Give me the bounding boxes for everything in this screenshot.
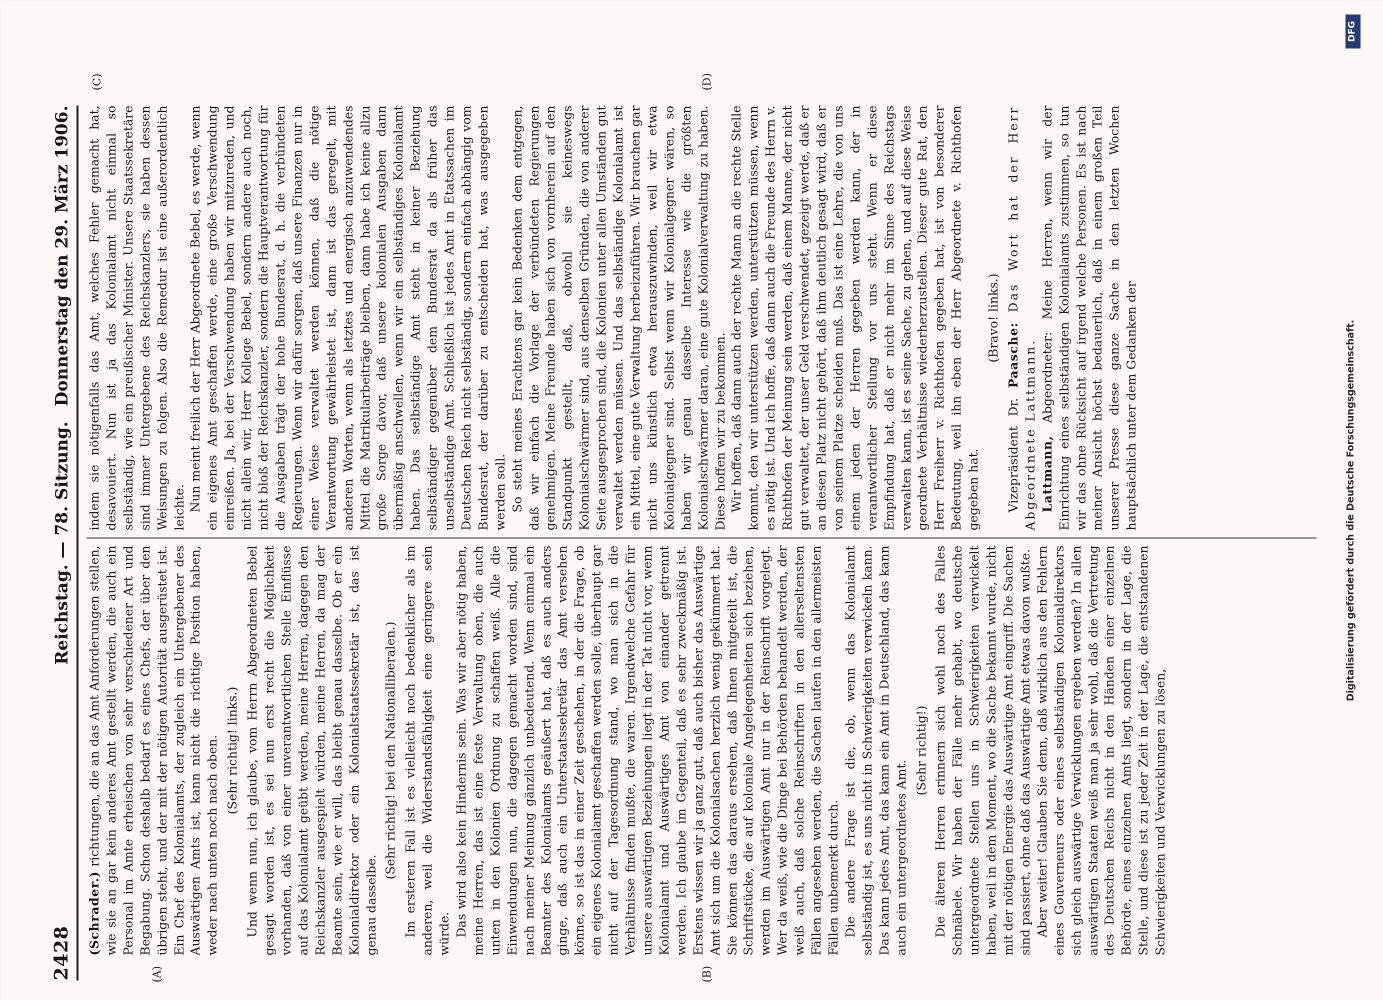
margin-marker-d: (D) [700, 72, 713, 90]
speech-text: Abgeordneter: Meine Herren, wenn wir der Einrichtung eines selbständigen Kolonialamts zustimmen, so tun wir das ohne Rücksicht auf irgend welche Personen. Es ist nach meiner Ansicht höchst bedauerlich, daß in einem großen Teil unserer Presse diese ganze Sache in den letzten Wochen hauptsächlich unter dem Gedanken der [1038, 105, 1139, 530]
paragraph: indem sie nötigenfalls das Amt, welches Fehler gemacht hat, desavouiert. Nun ist ja das Kolonialamt nicht einmal so selbständig, wie ein preußischer Minister. Unsere Staatssekretäre sind immer Untergebene des Reichskanzlers, sie haben dessen Weisungen zu folgen. Also die Remedur ist eine außerordentlich leichte. [86, 105, 186, 530]
interjection: (Sehr richtig! bei den Nationalliberalen.) [382, 621, 398, 879]
interjection: (Bravo! links.) [985, 272, 1001, 363]
paragraph: Das wird also kein Hindernis sein. Was wir aber nötig haben, meine Herren, das ist eine feste Verwaltung oben, die auch unten in den Kolonien Ordnung zu schaffen weiß. Alle die Einwendungen nun, die dagegen gemacht worden sind, sind nach meiner Meinung gänzlich unbedeutend. Wenn einmal ein Beamter des Kolonialamts geäußert hat, daß es auch anders ginge, daß auch ein Unterstaatssekretär das Amt versehen könne, so ist das in einer Zeit geschehen, in der die Frage, ob ein eigenes Kolonialamt geschaffen werden solle, überhaupt gar nicht auf der Tagesordnung stand, wo man sich in die Verhältnisse finden mußte, die waren. Irgendwelche Gefahr für unsere auswärtigen Beziehungen liegt in der Tat nicht vor, wenn Kolonialamt und Auswärtiges Amt von einander getrennt werden. Ich glaube im Gegenteil, daß es sehr zweckmäßig ist. Erstens wissen wir ja ganz gut, daß auch bisher das Auswärtige Amt sich um die Kolonialsachen herzlich wenig gekümmert hat. Sie können das daraus ersehen, daß Ihnen mitgeteilt ist, die Schriftstücke, die auf koloniale Angelegenheiten sich beziehen, werden im Auswärtigen Amt nur in der Reinschrift vorgelegt. Wer da weiß, wie die Dinge bei Behörden behandelt werden, der weiß auch, daß solche Reinschriften in den allerseltensten Fällen angesehen werden, die Sachen laufen in den allermeisten Fällen unbemerkt durch. [453, 545, 840, 955]
margin-marker-a: (A) [150, 965, 163, 982]
page-number: 2428 [50, 925, 72, 980]
interjection: (Sehr richtig!) [912, 705, 928, 795]
paragraph: So steht meines Erachtens gar kein Bedenken dem entgegen, daß wir einfach die Vorlage der verbündeten Regierungen genehmigen. Meine Freunde haben sich von vornherein auf den Standpunkt gestellt, daß, obwohl sie keineswegs Kolonialschwärmer sind, aus denselben Gründen, die von anderer Seite ausgesprochen sind, die Kolonien unter allen Umständen gut verwaltet werden müssen. Und das selbständige Kolonialamt ist ein Mittel, eine gute Verwaltung herbeizuführen. Wir brauchen gar nicht uns künstlich etwa herauszuwinden, weil wir etwa Kolonialgegner sind. Selbst wenn wir Kolonialgegner wären, so haben wir genau dasselbe Interesse wie die größten Kolonialschwärmer daran, eine gute Kolonialverwaltung zu haben. Diese hoffen wir zu bekommen. [508, 105, 727, 530]
margin-marker-c: (C) [90, 73, 103, 90]
column-divider [86, 537, 1316, 538]
session-date: Donnerstag den 29. März 1906. [52, 105, 72, 406]
paragraph: Wir hoffen, daß dann auch der rechte Mann an die rechte Stelle kommt, den wir unterstützen werden, unterstützen müssen, wenn es nötig ist. Und ich hoffe, daß dann auch die Freunde des Herrn v. Richthofen der Meinung sein werden, daß einem Manne, der nicht gut verwaltet, der unser Geld verschwendet, gezeigt werde, daß er an diesen Platz nicht gehört, daß ihm deutlich gesagt wird, daß er von seinem Platze scheiden muß. Das ist eine Lehre, die von uns einem jeden der Herren gegeben werden kann, der in verantwortlicher Stellung vor uns steht. Wenn er diese Empfindung hat, daß er nicht mehr im Sinne des Reichstags verwalten kann, ist es seine Sache, zu gehen, und auf diese Weise geordnete Verhältnisse wiederherzustellen. Dieser gute Rat, den Herr Freiherr v. Richthofen gegeben hat, ist von besonderer Bedeutung, weil ihn eben der Herr Abgeordnete v. Richthofen gegeben hat. [728, 105, 981, 530]
speech-start [1039, 105, 1140, 530]
paragraph: Die andere Frage ist die, ob, wenn das Kolonialamt selbständig ist, es uns nicht in Schwierigkeiten verwickeln kann. Das kann jedes Amt, das kann ein Amt in Deutschland, das kann auch ein untergeordnetes Amt. [841, 545, 908, 955]
left-column [86, 545, 1316, 955]
paragraph: Die älteren Herren erinnern sich wohl noch des Falles Schnäbele. Wir haben der Fälle mehr gehabt, wo deutsche untergeordnete Stellen uns in Schwierigkeiten verwickelt haben, weil in dem Moment, wo die Sache bekannt wurde, nicht mit der nötigen Energie das Auswärtige Amt eingriff. Die Sachen sind passiert, ohne daß das Auswärtige Amt etwas davon wußte. [932, 545, 1032, 955]
speaker-name: Lattmann, [1038, 434, 1054, 512]
vice-president-statement [1005, 105, 1039, 530]
vice-president-title: Vizepräsident Dr. [1004, 397, 1020, 512]
right-column [86, 105, 1316, 530]
dfg-logo: DFG [1345, 14, 1360, 48]
interjection: (Sehr richtig! links.) [224, 686, 240, 814]
paragraph-text: richtungen, die an das Amt Anforderungen stellen, wie sie an gar kein anderes Amt gestellt werden, die auch ein Personal im Amte erheischen von sehr verschiedener Art und Begabung. Schon deshalb bedarf es eines Chefs, der über den übrigen steht, und der mit der nötigen Autorität ausgerüstet ist. Ein Chef des Kolonialamts, der zugleich ein Untergebener des Auswärtigen Amts ist, kann nicht die richtige Position haben, weder nach unten noch nach oben. [86, 545, 220, 955]
paragraph: Und wenn nun, ich glaube, vom Herrn Abgeordneten Bebel gesagt worden ist, es sei nun erst recht die Möglichkeit vorhanden, daß von einer unverantwortlichen Stelle Einflüsse auf das Kolonialamt geübt werden, meine Herren, dagegen den Reichskanzler ausgespielt würden, meine Herren, da mag der Beamte sein, wie er will, das bleibt genau dasselbe. Ob er ein Kolonialdirektor oder ein Kolonialstaatssekretär ist, das ist genau dasselbe. [244, 545, 378, 955]
page-header [40, 105, 78, 980]
paragraph: Nun meint freilich der Herr Abgeordnete Bebel, es werde, wenn ein eigenes Amt geschaffen werde, eine große Verschwendung einreißen. Ja, bei der Verschwendung haben wir mitzureden, und nicht allein wir, Herr Kollege Bebel, sondern andere auch noch, nicht bloß der Reichskanzler, sondern die Hauptverantwortung für die Ausgaben trägt der hohe Bundesrat, d. h. die verbündeten Regierungen. Wenn wir dafür sorgen, daß unsere Finanzen nur in einer Weise verwaltet werden können, daß die nötige Verantwortung gewährleistet ist, dann ist das geregelt, mit anderen Worten, wenn als letztes und energisch anzuwendendes Mittel die Matrikularbeiträge bleiben, dann habe ich keine allzu große Sorge davor, daß unsere kolonialen Ausgaben dann übermäßig anschwellen, wenn wir ein selbständiges Kolonialamt haben. Das selbständige Amt steht in keiner Beziehung selbständiger gegenüber dem Bundesrat da als früher das unselbständige Amt. Schließlich ist jedes Amt in Etatssachen im Deutschen Reich nicht selbständig, sondern einfach abhängig vom Bundesrat, der darüber zu entscheiden hat, was ausgegeben werden soll. [187, 105, 507, 530]
paragraph [86, 545, 221, 955]
paragraph: Aber weiter! Glauben Sie denn, daß wirklich aus den Fehlern eines Gouverneurs oder eines selbständigen Kolonialdirektors sich gleich auswärtige Verwicklungen ergeben werden? In allen auswärtigen Staaten weiß man ja sehr wohl, daß die Vertretung des Deutschen Reichs nicht in den Händen einer einzelnen Behörde, eines einzelnen Amts liegt, sondern in der Lage, die Stelle, und diese ist zu jeder Zeit in der Lage, die entstandenen Schwierigkeiten und Verwicklungen zu lösen, [1033, 545, 1168, 955]
paragraph: Im ersteren Fall ist es vielleicht noch bedenklicher als im anderen, weil die Widerstandsfähigkeit eine geringere sein würde. [402, 545, 452, 955]
vice-president-text: Das Wort hat der Herr Abgeordnete Lattmann. [1004, 105, 1037, 530]
digitization-credit: Digitalisierung gefördert durch die Deutsche Forschungsgemeinschaft. [1345, 319, 1356, 701]
margin-marker-b: (B) [700, 965, 713, 982]
speaker-tag: (Schrader.) [86, 870, 101, 955]
session-title: Reichstag. — 78. Sitzung. [52, 420, 72, 665]
vice-president-name: Paasche: [1004, 321, 1020, 388]
